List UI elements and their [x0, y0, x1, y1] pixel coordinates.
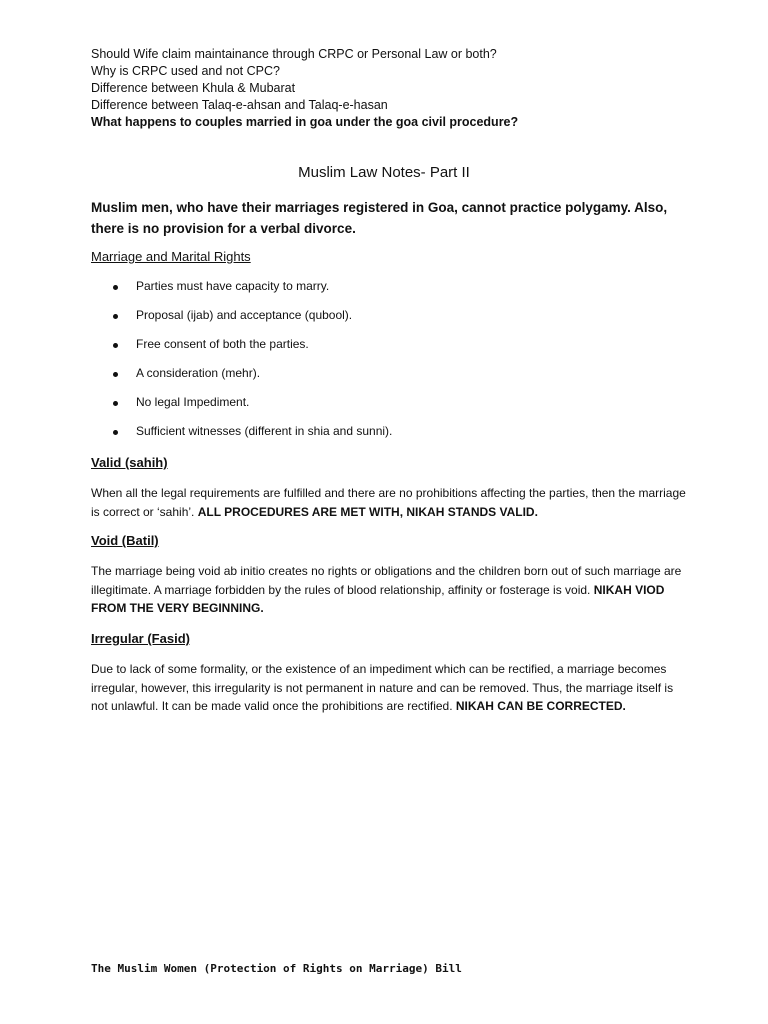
list-item [109, 394, 669, 423]
footer-heading: The Muslim Women (Protection of Rights on Marriage) Bill [91, 962, 462, 975]
page-title: Muslim Law Notes- Part II [298, 164, 470, 181]
bullet-icon [113, 343, 118, 348]
marriage-requirements-list [109, 278, 669, 452]
list-item-text: Free consent of both the parties. [136, 337, 309, 351]
paragraph-emphasis: ALL PROCEDURES ARE MET WITH, NIKAH STANDS VALID. [197, 504, 538, 519]
list-item [109, 307, 669, 336]
list-item [109, 365, 669, 394]
irregular-paragraph [91, 660, 691, 716]
list-item [109, 278, 669, 307]
paragraph-emphasis: NIKAH CAN BE CORRECTED. [455, 699, 626, 713]
list-item-text: Sufficient witnesses (different in shia and sunni). [136, 424, 393, 438]
list-item-text: No legal Impediment. [136, 395, 250, 409]
section-heading-valid: Valid (sahih) [91, 455, 168, 470]
section-heading-marriage: Marriage and Marital Rights [91, 249, 251, 264]
list-item [109, 423, 669, 452]
paragraph-text: Due to lack of some formality, or the existence of an impediment which can be rectified, a marriage becomes irregular, however, this irregularity is not permanent in nature and can be removed. Thus, the marriage itself is not unlawful. It can be made valid once the prohibitions are rectified. [91, 662, 674, 713]
question-item: Should Wife claim maintainance through CRPC or Personal Law or both? [91, 47, 497, 61]
section-heading-void: Void (Batil) [91, 533, 159, 548]
list-item-text: Proposal (ijab) and acceptance (qubool). [136, 308, 353, 322]
question-list [91, 46, 731, 131]
paragraph-emphasis: NIKAH VIOD FROM THE VERY BEGINNING. [91, 582, 665, 615]
bullet-icon [113, 401, 118, 406]
void-paragraph [91, 562, 691, 618]
question-item: What happens to couples married in goa under the goa civil procedure? [91, 115, 519, 129]
list-item-text: A consideration (mehr). [136, 366, 261, 380]
list-item-text: Parties must have capacity to marry. [136, 279, 330, 293]
bullet-icon [113, 430, 118, 435]
valid-paragraph [91, 484, 691, 521]
bullet-icon [113, 372, 118, 377]
bullet-icon [113, 285, 118, 290]
section-heading-irregular: Irregular (Fasid) [91, 631, 190, 646]
question-item: Difference between Talaq-e-ahsan and Talaq-e-hasan [91, 98, 388, 112]
question-item: Why is CRPC used and not CPC? [91, 64, 280, 78]
lead-paragraph: Muslim men, who have their marriages registered in Goa, cannot practice polygamy. Also, there is no provision for a verbal divorce. [91, 200, 668, 236]
bullet-icon [113, 314, 118, 319]
paragraph-text: The marriage being void ab initio creates no rights or obligations and the children born out of such marriage are illegitimate. A marriage forbidden by the rules of blood relationship, affinity or fosterage is void. [91, 564, 682, 597]
list-item [109, 336, 669, 365]
question-item: Difference between Khula & Mubarat [91, 81, 296, 95]
paragraph-text: When all the legal requirements are fulfilled and there are no prohibitions affecting the parties, then the marriage is correct or ‘sahih’. [91, 486, 686, 519]
